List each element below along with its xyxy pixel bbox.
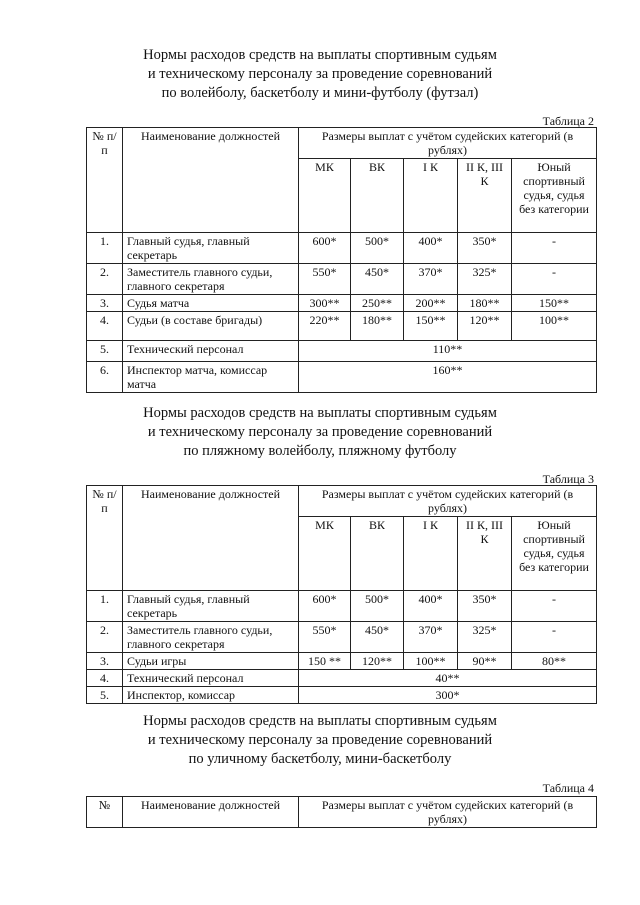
table-2-label: Таблица 2 [542,114,594,128]
row-val: 90** [458,653,512,670]
row-val: 350* [458,591,512,622]
row-val: - [512,264,597,295]
row-val: 100** [404,653,458,670]
header-cat: Юный спортивный судья, судья без категории [512,159,597,233]
row-val: 325* [458,264,512,295]
header-num: № п/п [87,128,123,233]
row-val: 40** [299,670,597,687]
row-num: 2. [87,264,123,295]
heading-line: по уличному баскетболу, мини-баскетболу [188,751,452,767]
table-row [87,312,597,341]
table-3-heading [0,404,640,461]
row-val: 180** [351,312,404,341]
heading-line: по пляжному волейболу, пляжному футболу [183,443,457,459]
header-group: Размеры выплат с учётом судейских категорий (в рублях) [299,797,597,828]
row-name: Заместитель главного судьи, главного секретаря [123,264,299,295]
table-row [87,653,597,670]
header-num: № [87,797,123,828]
header-cat: Юный спортивный судья, судья без категории [512,517,597,591]
table-row [87,670,597,687]
heading-line: Нормы расходов средств на выплаты спортивным судьям [143,405,497,421]
row-num: 4. [87,312,123,341]
row-val: 450* [351,264,404,295]
row-val: 350* [458,233,512,264]
row-num: 1. [87,233,123,264]
row-num: 1. [87,591,123,622]
header-cat: ВК [351,159,404,233]
row-val: 150 ** [299,653,351,670]
row-name: Главный судья, главный секретарь [123,233,299,264]
table-4-heading [0,712,640,769]
row-val: 450* [351,622,404,653]
row-name: Инспектор, комиссар [123,687,299,704]
row-name: Судьи игры [123,653,299,670]
row-val: 550* [299,622,351,653]
row-num: 2. [87,622,123,653]
header-group: Размеры выплат с учётом судейских категорий (в рублях) [299,128,597,159]
table-row [87,341,597,362]
row-name: Судья матча [123,295,299,312]
header-group: Размеры выплат с учётом судейских категорий (в рублях) [299,486,597,517]
row-num: 3. [87,653,123,670]
row-num: 5. [87,687,123,704]
heading-line: по волейболу, баскетболу и мини-футболу (футзал) [161,85,479,101]
table-row [87,591,597,622]
row-val: 160** [299,362,597,393]
header-name: Наименование должностей [123,797,299,828]
row-val: 150** [512,295,597,312]
heading-line: Нормы расходов средств на выплаты спортивным судьям [143,713,497,729]
row-name: Главный судья, главный секретарь [123,591,299,622]
heading-line: и техническому персоналу за проведение соревнований [147,66,493,82]
row-val: 120** [458,312,512,341]
row-name: Технический персонал [123,670,299,687]
row-num: 5. [87,341,123,362]
table-row [87,264,597,295]
row-name: Судьи (в составе бригады) [123,312,299,341]
table-row [87,362,597,393]
row-val: - [512,622,597,653]
row-val: 600* [299,233,351,264]
header-num: № п/п [87,486,123,591]
header-cat: I К [404,159,458,233]
table-row [87,687,597,704]
table-4 [86,796,597,828]
header-cat: МК [299,517,351,591]
row-name: Инспектор матча, комиссар матча [123,362,299,393]
row-name: Технический персонал [123,341,299,362]
row-val: 80** [512,653,597,670]
row-val: 400* [404,591,458,622]
row-val: 500* [351,233,404,264]
row-val: 200** [404,295,458,312]
row-num: 4. [87,670,123,687]
header-cat: II К, III К [458,159,512,233]
row-val: 180** [458,295,512,312]
row-val: 400* [404,233,458,264]
heading-line: и техническому персоналу за проведение соревнований [147,732,493,748]
row-val: 100** [512,312,597,341]
table-3-label: Таблица 3 [542,472,594,486]
header-cat: I К [404,517,458,591]
row-val: 250** [351,295,404,312]
header-cat: ВК [351,517,404,591]
row-val: 150** [404,312,458,341]
row-val: 220** [299,312,351,341]
row-num: 3. [87,295,123,312]
heading-line: Нормы расходов средств на выплаты спортивным судьям [143,47,497,63]
table-4-label: Таблица 4 [542,781,594,795]
row-val: 110** [299,341,597,362]
row-val: 500* [351,591,404,622]
row-val: 600* [299,591,351,622]
table-row [87,295,597,312]
table-row [87,622,597,653]
row-val: 325* [458,622,512,653]
heading-line: и техническому персоналу за проведение соревнований [147,424,493,440]
row-val: 550* [299,264,351,295]
row-val: 370* [404,622,458,653]
header-cat: МК [299,159,351,233]
row-val: 300* [299,687,597,704]
row-val: - [512,591,597,622]
table-2 [86,127,597,393]
row-num: 6. [87,362,123,393]
row-val: 300** [299,295,351,312]
row-val: - [512,233,597,264]
row-val: 370* [404,264,458,295]
header-name: Наименование должностей [123,128,299,233]
row-name: Заместитель главного судьи, главного секретаря [123,622,299,653]
row-val: 120** [351,653,404,670]
table-row [87,233,597,264]
header-cat: II К, III К [458,517,512,591]
header-name: Наименование должностей [123,486,299,591]
table-3 [86,485,597,704]
table-2-heading [0,46,640,103]
